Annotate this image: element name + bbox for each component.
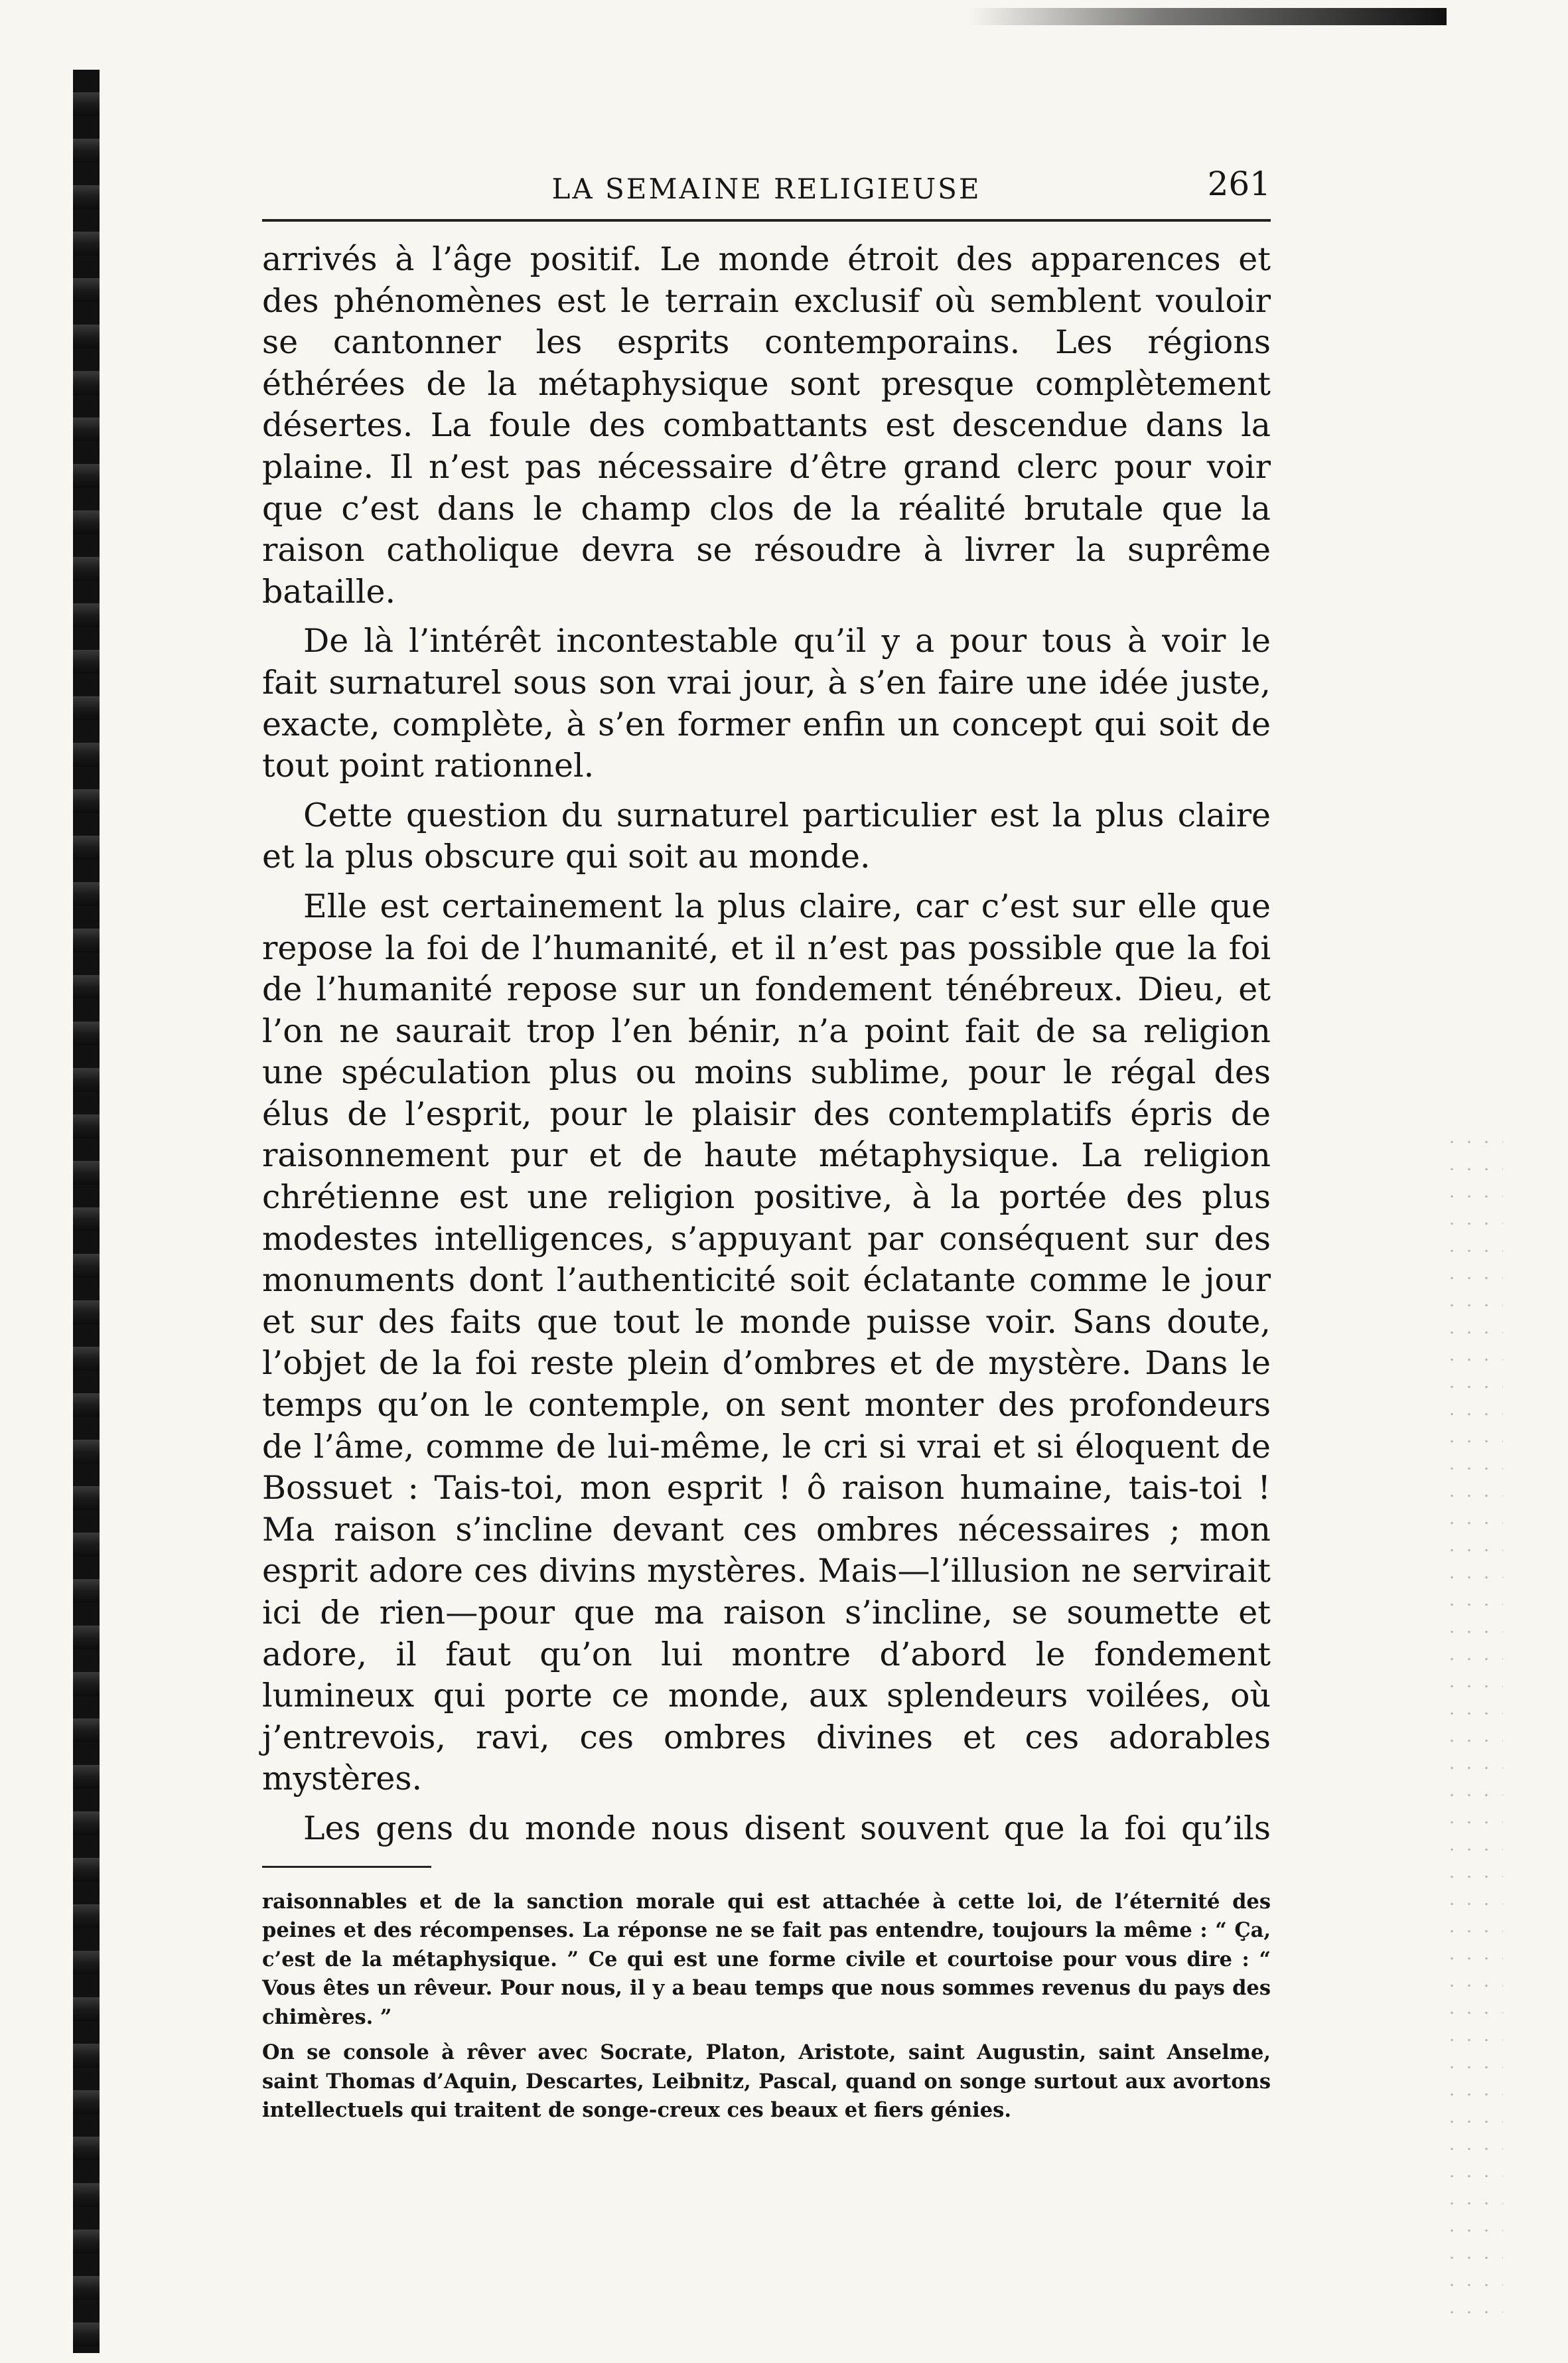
running-head: LA SEMAINE RELIGIEUSE bbox=[551, 173, 981, 205]
footnote: raisonnables et de la sanction morale qui est attachée à cette loi, de l’éternité des peines et des récompenses. La réponse ne se fait pas entendre, toujours la même : “ Ça, c’est de la métaphysique. ” Ce qui est une forme civile et courtoise pour vous dire : “ Vous êtes un rêveur. Pour nous, il y a beau temps que nous sommes revenus du pays des chimères. ” bbox=[262, 1889, 1271, 2029]
book-page bbox=[262, 159, 1271, 2132]
scan-specks bbox=[1443, 1128, 1503, 2323]
paragraph: Cette question du surnaturel particulier est la plus claire et la plus obscure qui soit au monde. bbox=[262, 796, 1271, 876]
page-header bbox=[262, 159, 1271, 222]
footnote: On se console à rêver avec Socrate, Platon, Aristote, saint Augustin, saint Anselme, saint Thomas d’Aquin, Descartes, Leibnitz, Pascal, quand on songe surtout aux avortons intellectuels qui traitent de songe-creux ces beaux et fiers génies. bbox=[262, 2040, 1271, 2123]
paragraph: De là l’intérêt incontestable qu’il y a pour tous à voir le fait surnaturel sous son vrai jour, à s’en faire une idée juste, exacte, complète, à s’en former enfin un concept qui soit de tout point rationnel. bbox=[262, 622, 1271, 785]
binding-shadow bbox=[73, 70, 100, 2353]
page-number: 261 bbox=[1207, 165, 1271, 203]
footnote-rule bbox=[262, 1866, 431, 1868]
footnotes bbox=[262, 1888, 1271, 2125]
paragraph: arrivés à l’âge positif. Le monde étroit des apparences et des phénomènes est le terrain exclusif où semblent vouloir se cantonner les esprits contemporains. Les régions éthérées de la métaphysique sont presque complètement désertes. La foule des combattants est descendue dans la plaine. Il n’est pas nécessaire d’être grand clerc pour voir que c’est dans le champ clos de la réalité brutale que la raison catholique devra se résoudre à livrer la suprême bataille. bbox=[262, 240, 1271, 611]
paragraph: Elle est certainement la plus claire, car c’est sur elle que repose la foi de l’humanité, et il n’est pas possible que la foi de l’humanité repose sur un fondement ténébreux. Dieu, et l’on ne saurait trop l’en bénir, n’a point fait de sa religion une spéculation plus ou moins sublime, pour le régal des élus de l’esprit, pour le plaisir des contemplatifs épris de raisonnement pur et de haute métaphysique. La religion chrétienne est une religion positive, à la portée des plus modestes intelligences, s’appuyant par conséquent sur des monuments dont l’authenticité soit éclatante comme le jour et sur des faits que tout le monde puisse voir. Sans doute, l’objet de la foi reste plein d’ombres et de mystère. Dans le temps qu’on le contemple, on sent monter des profondeurs de l’âme, comme de lui-même, le cri si vrai et si éloquent de Bossuet : Tais-toi, mon esprit ! ô raison humaine, tais-toi ! Ma raison s’incline devant ces ombres nécessaires ; mon esprit adore ces divins mystères. Mais—l’illusion ne servirait ici de rien—pour que ma raison s’incline, se soumette et adore, il faut qu’on lui montre d’abord le fondement lumineux qui porte ce monde, aux splendeurs voilées, où j’entrevois, ravi, ces ombres divines et ces adorables mystères. bbox=[262, 887, 1271, 1798]
scan-smudge bbox=[969, 8, 1447, 25]
paragraph: Les gens du monde nous disent souvent que la foi qu’ils bbox=[303, 1809, 1271, 1847]
body-text bbox=[262, 239, 1271, 1850]
